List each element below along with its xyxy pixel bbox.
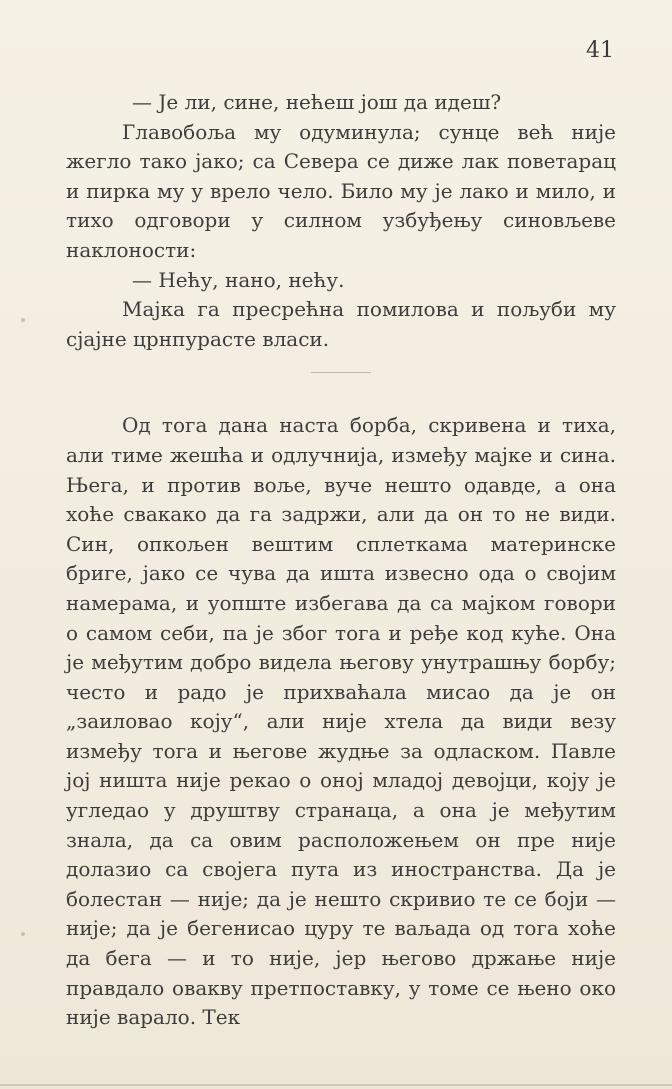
paragraph-3: — Нећу, нано, нећу. xyxy=(132,267,345,292)
paragraph-5: Од тога дана наста борба, скривена и тиха, али тиме жешћа и одлучнија, између мајке и сина. Њега, и против воље, вуче нешто одавде, а она хоће свакако да га задржи, али да он то не види. Син, опкољен вештим сплеткама материнске бриге, јако се чува да ишта извесно ода о својим намерама, и уопште избегава да са мајком говори о самом себи, па је због тога и ређе код куће. Она је међутим добро видела његову унутрашњу борбу; често и радо је прихваћала мисао да је он „заиловао коју“, али није хтела да види везу између тога и његове жудње за одласком. Павле јој ништа није рекао о оној младој девојци, коју је угледао у друштву странаца, а она је међутим знала, да са овим расположењем он пре није долазио са својега пута из иностранства. Да је болестан — није; да је нешто скривио те се боји — није; да је бегенисао цуру те ваљада од тога хоће да бега — и то није, јер његово држање није правдало овакву претпоставку, у томе се њено око није варало. Тек xyxy=(66,413,616,1030)
paragraph-4: Мајка га пресрећна помилова и пољуби му сјајне црнпурасте власи. xyxy=(66,297,616,351)
paragraph-1: — Је ли, сине, нећеш још да идеш? xyxy=(132,90,502,114)
page-number: 41 xyxy=(586,38,614,63)
body-text xyxy=(66,88,616,1033)
margin-speck xyxy=(21,932,25,936)
margin-speck xyxy=(21,318,25,322)
page-bottom-edge xyxy=(0,1084,672,1086)
paragraph-2: Главобоља му одуминула; сунце већ није жегло тако јако; са Севера се диже лак поветарац и пирка му у врело чело. Било му је лако и мило, и тихо одговори у силном узбуђењу синовљеве наклоности: xyxy=(66,119,616,262)
section-separator xyxy=(311,372,371,373)
